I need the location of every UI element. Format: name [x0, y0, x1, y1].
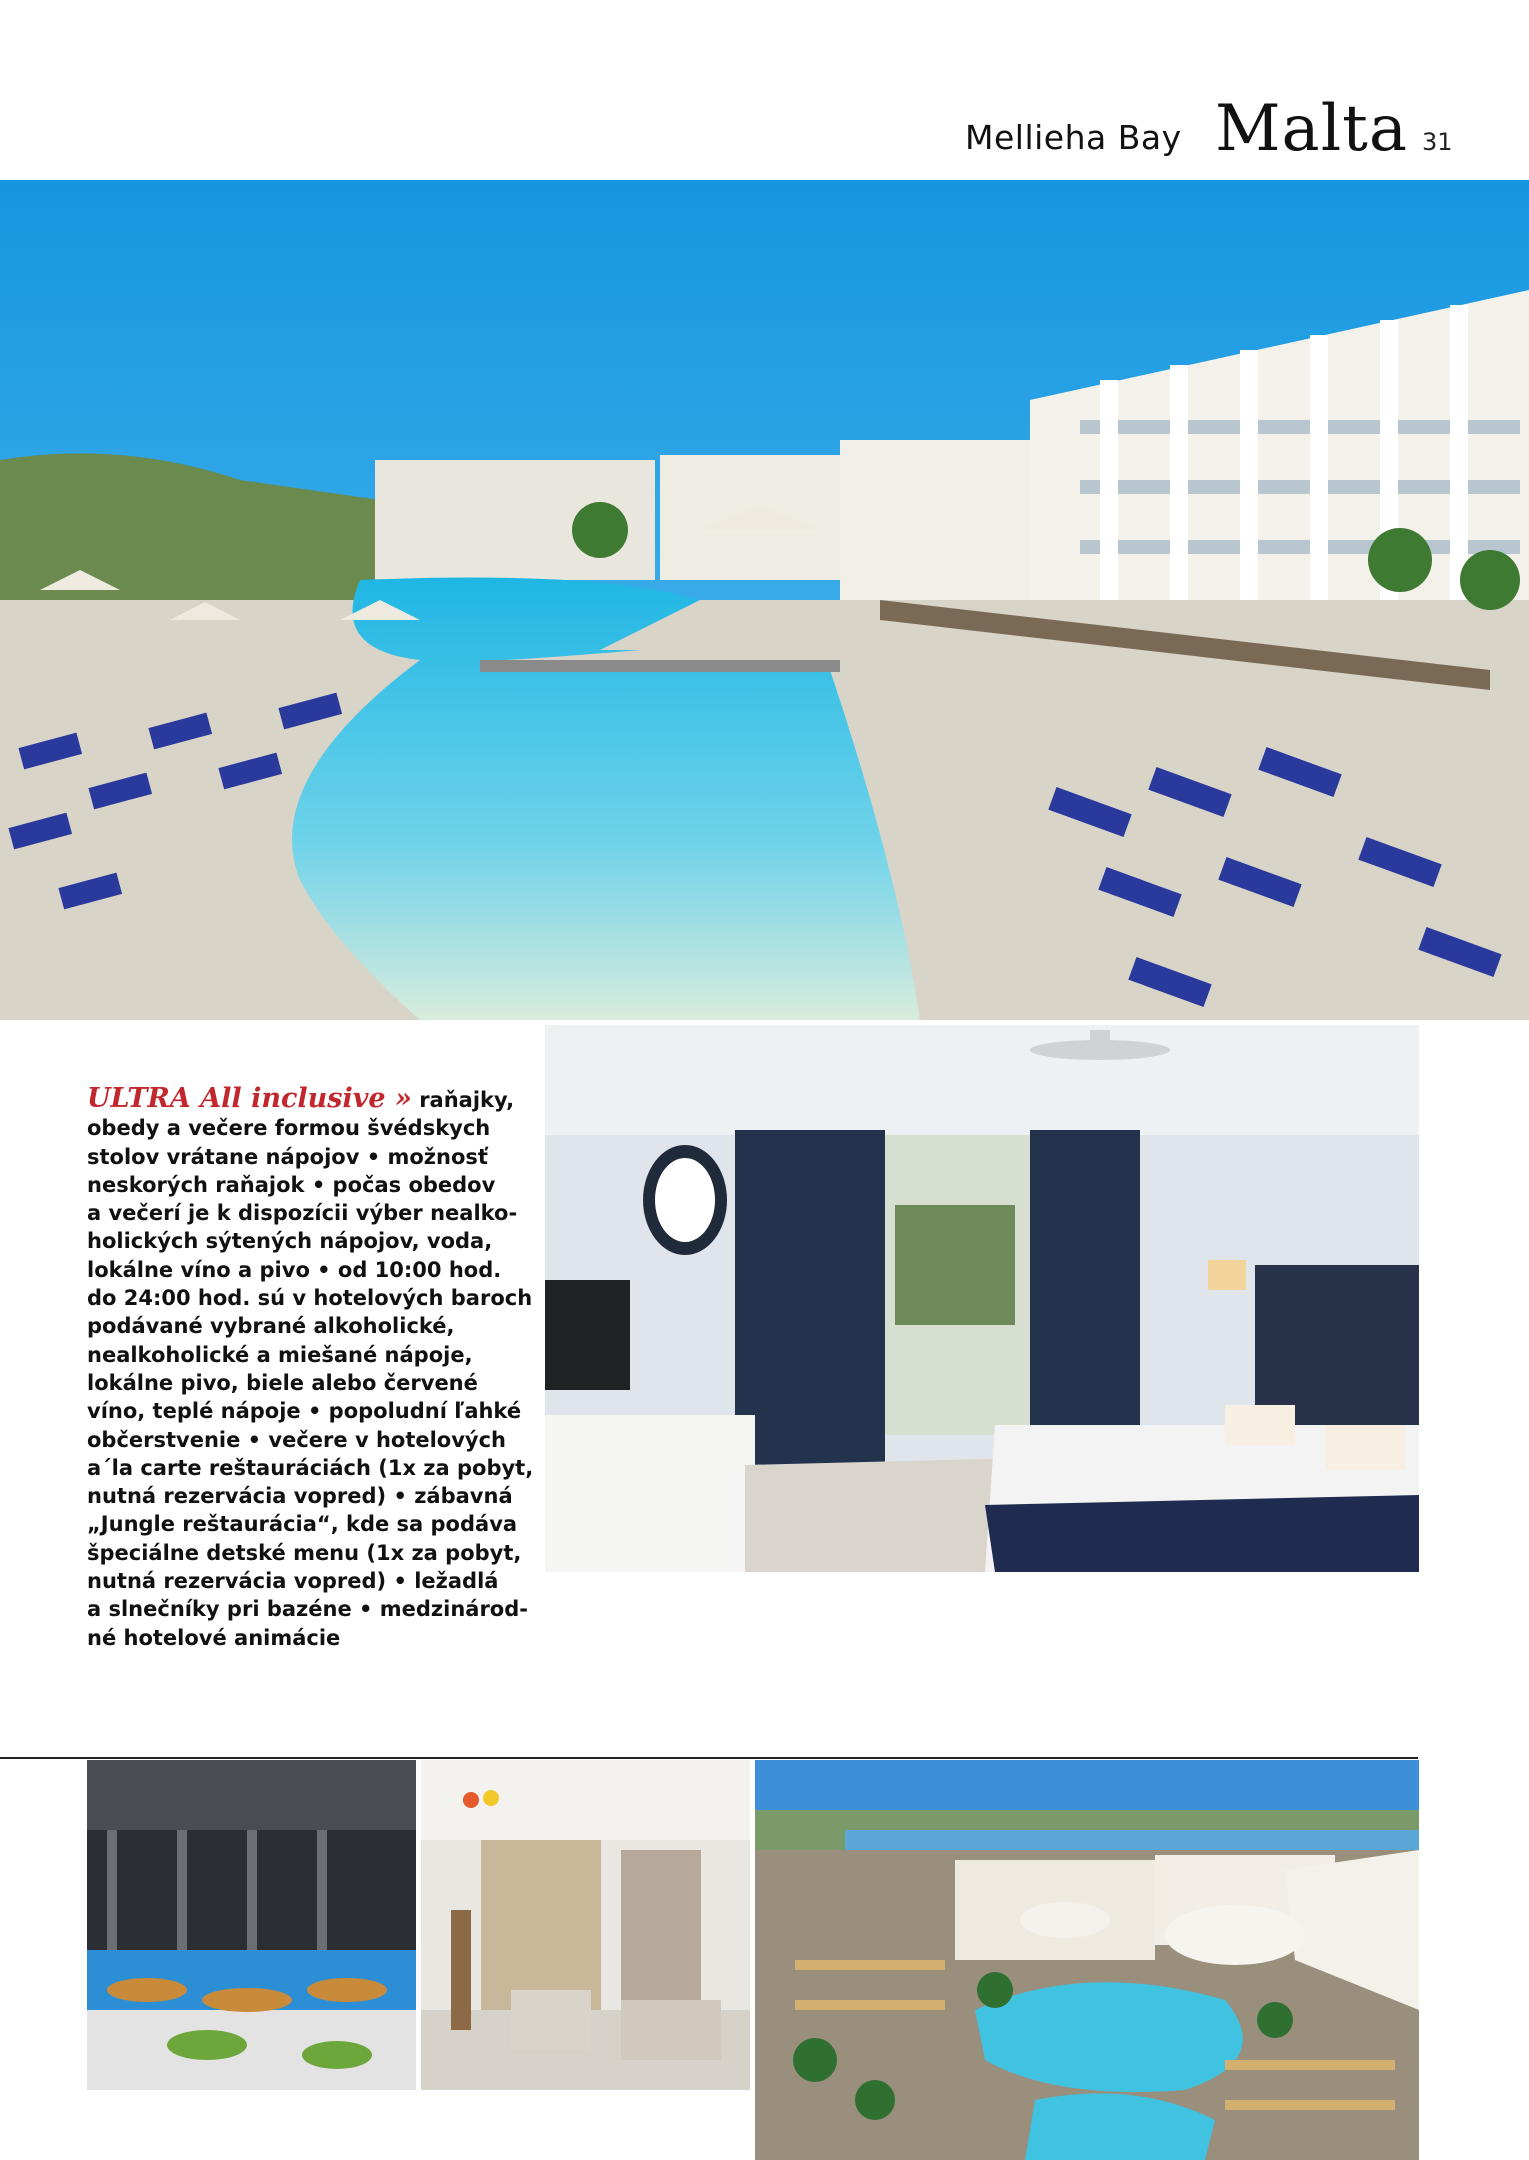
text-line: podávané vybrané alkoholické, [87, 1314, 455, 1339]
text-line: nutná rezervácia vopred) • zábavná [87, 1484, 513, 1509]
inclusive-description [87, 1083, 534, 1652]
text-line: né hotelové animácie [87, 1625, 341, 1650]
country-title: Malta [1215, 92, 1409, 166]
text-line: občerstvenie • večere v hotelových [87, 1427, 507, 1452]
text-line: lokálne pivo, biele alebo červené [87, 1370, 478, 1395]
first-line: ULTRA All inclusive » raňajky, [87, 1083, 515, 1114]
text-line: a večerí je k dispozícii výber nealko- [87, 1201, 518, 1226]
text-line: a´la carte reštauráciách (1x za pobyt, [87, 1455, 534, 1480]
hotel-room-photo [545, 1025, 1419, 1572]
text-line: špeciálne detské menu (1x za pobyt, [87, 1540, 522, 1565]
text-line: do 24:00 hod. sú v hotelových baroch [87, 1286, 533, 1311]
buffet-photo [87, 1760, 416, 2090]
text-line: holických sýtených nápojov, voda, [87, 1229, 493, 1254]
ultra-all-inclusive-label: ULTRA All inclusive » [87, 1083, 412, 1114]
text-line: obedy a večere formou švédskych [87, 1116, 491, 1141]
location-heading: Mellieha Bay [965, 118, 1182, 157]
text-line: „Jungle reštaurácia“, kde sa podáva [87, 1512, 518, 1537]
text-line: nutná rezervácia vopred) • ležadlá [87, 1569, 499, 1594]
lobby-photo [421, 1760, 750, 2090]
text-line: lokálne víno a pivo • od 10:00 hod. [87, 1257, 502, 1282]
text-line: víno, teplé nápoje • popoludní ľahké [87, 1399, 522, 1424]
text-line: a slnečníky pri bazéne • medzinárod- [87, 1597, 528, 1622]
text-line: nealkoholické a miešané nápoje, [87, 1342, 473, 1367]
section-divider [0, 1757, 1418, 1759]
aerial-resort-photo [755, 1760, 1419, 2160]
text-line: stolov vrátane nápojov • možnosť [87, 1144, 488, 1169]
hero-pool-photo [0, 180, 1529, 1020]
text-line: neskorých raňajok • počas obedov [87, 1172, 496, 1197]
page-number: 31 [1422, 128, 1453, 156]
